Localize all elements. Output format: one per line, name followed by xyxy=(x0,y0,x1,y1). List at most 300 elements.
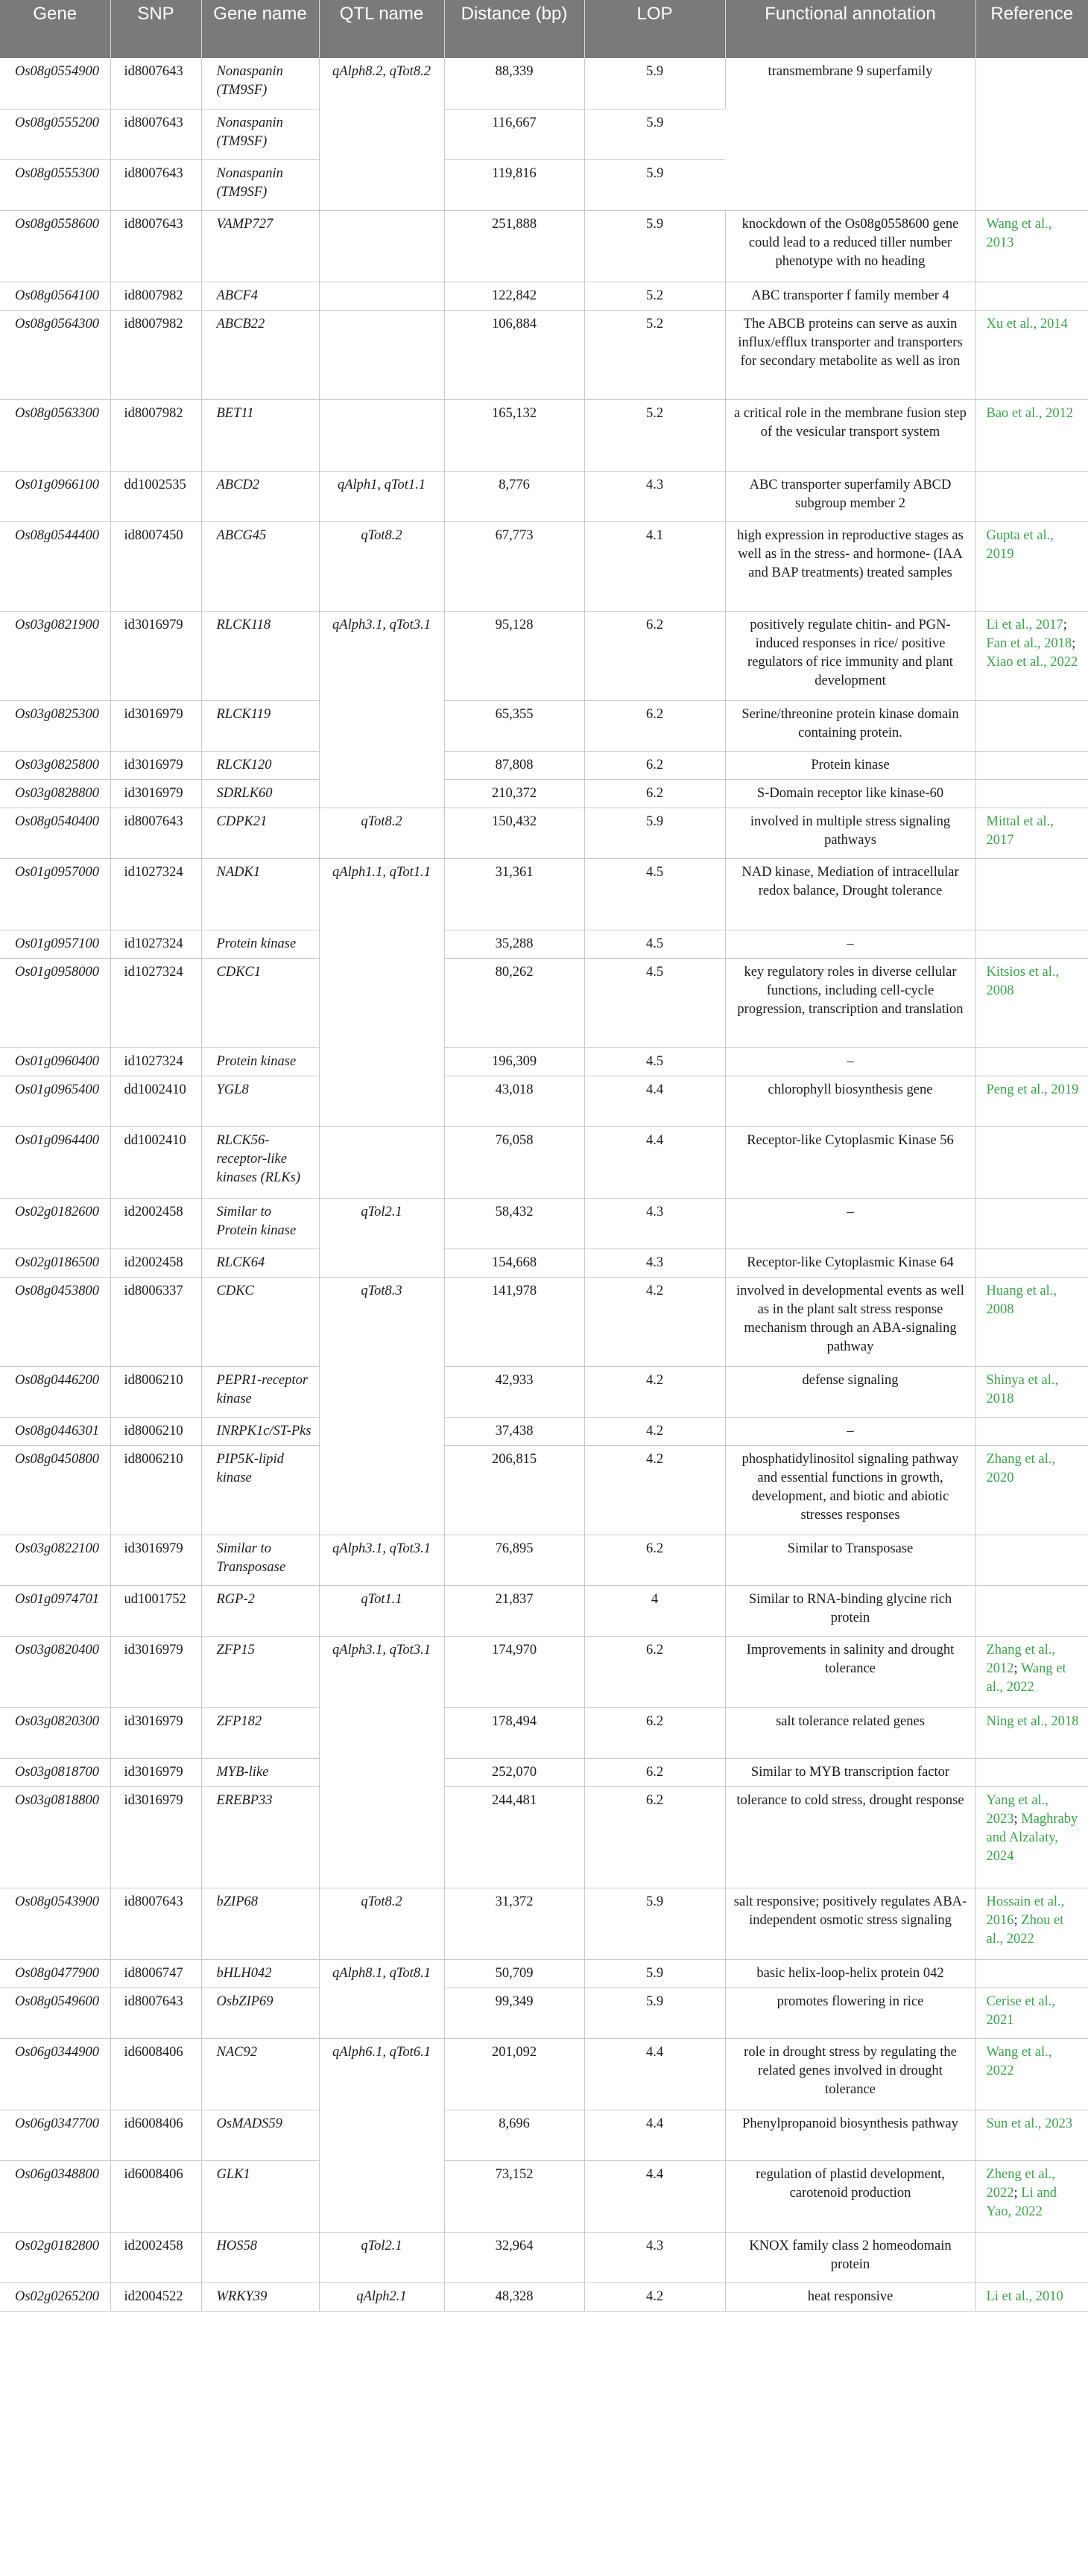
table-row xyxy=(0,930,1088,958)
lop-cell: 5.2 xyxy=(584,399,725,471)
functional-annotation-cell: Phenylpropanoid biosynthesis pathway xyxy=(725,2110,975,2160)
snp-cell: id8007643 xyxy=(110,808,201,858)
reference-cell xyxy=(975,58,1088,210)
reference-cell xyxy=(975,1959,1088,1987)
reference-cell xyxy=(975,1366,1088,1417)
qtl-name-cell: qAlph8.1, qTot8.1 xyxy=(319,1959,444,2038)
gene-id-cell: Os08g0554900 xyxy=(0,58,110,109)
table-row xyxy=(0,471,1088,521)
functional-annotation-cell: – xyxy=(725,930,975,958)
gene-name-cell: HOS58 xyxy=(201,2232,319,2282)
gene-name-cell: MYB-like xyxy=(201,1758,319,1786)
reference-cell xyxy=(975,282,1088,310)
snp-cell: id8007643 xyxy=(110,109,201,159)
gene-name-cell: CDPK21 xyxy=(201,808,319,858)
distance-cell: 119,816 xyxy=(444,159,584,210)
col-header-gene: Gene xyxy=(0,0,110,58)
col-header-snp: SNP xyxy=(110,0,201,58)
lop-cell: 4.4 xyxy=(584,2110,725,2160)
gene-name-cell: CDKC xyxy=(201,1277,319,1366)
functional-annotation-cell: a critical role in the membrane fusion step of the vesicular transport system xyxy=(725,399,975,471)
snp-cell: id8007643 xyxy=(110,1888,201,1959)
reference-cell xyxy=(975,1585,1088,1636)
reference-cell xyxy=(975,611,1088,700)
snp-cell: dd1002535 xyxy=(110,471,201,521)
gene-name-cell: bHLH042 xyxy=(201,1959,319,1987)
functional-annotation-cell: defense signaling xyxy=(725,1366,975,1417)
snp-cell: id8007982 xyxy=(110,399,201,471)
functional-annotation-cell: Similar to RNA-binding glycine rich protein xyxy=(725,1585,975,1636)
reference-link[interactable]: Huang et al., 2008 xyxy=(986,1283,1057,1317)
snp-cell: id3016979 xyxy=(110,1707,201,1758)
snp-cell: id1027324 xyxy=(110,858,201,930)
distance-cell: 42,933 xyxy=(444,1366,584,1417)
distance-cell: 174,970 xyxy=(444,1636,584,1707)
reference-link[interactable]: Wang et al., 2022 xyxy=(986,1660,1066,1695)
reference-cell xyxy=(975,2160,1088,2232)
gene-id-cell: Os01g0966100 xyxy=(0,471,110,521)
table-row xyxy=(0,2232,1088,2282)
lop-cell: 6.2 xyxy=(584,1535,725,1585)
functional-annotation-cell: phosphatidylinositol signaling pathway and essential functions in growth, development, and biotic and abiotic stresses responses xyxy=(725,1445,975,1535)
reference-separator: ; xyxy=(1013,1660,1021,1676)
functional-annotation-cell: basic helix-loop-helix protein 042 xyxy=(725,1959,975,1987)
functional-annotation-cell: salt tolerance related genes xyxy=(725,1707,975,1758)
distance-cell: 21,837 xyxy=(444,1585,584,1636)
snp-cell: id8006337 xyxy=(110,1277,201,1366)
functional-annotation-cell: Similar to MYB transcription factor xyxy=(725,1758,975,1786)
functional-annotation-cell: Improvements in salinity and drought tolerance xyxy=(725,1636,975,1707)
lop-cell: 5.9 xyxy=(584,58,725,109)
lop-cell: 4.5 xyxy=(584,858,725,930)
table-row xyxy=(0,1198,1088,1249)
snp-cell: id8006210 xyxy=(110,1366,201,1417)
snp-cell: dd1002410 xyxy=(110,1126,201,1198)
reference-link[interactable]: Ning et al., 2018 xyxy=(986,1713,1079,1729)
distance-cell: 8,776 xyxy=(444,471,584,521)
distance-cell: 48,328 xyxy=(444,2282,584,2311)
reference-cell xyxy=(975,2282,1088,2311)
distance-cell: 165,132 xyxy=(444,399,584,471)
snp-cell: id8007982 xyxy=(110,310,201,399)
snp-cell: id1027324 xyxy=(110,1047,201,1076)
gene-id-cell: Os01g0958000 xyxy=(0,958,110,1047)
distance-cell: 76,058 xyxy=(444,1126,584,1198)
snp-cell: id8007643 xyxy=(110,210,201,282)
reference-cell xyxy=(975,2232,1088,2282)
lop-cell: 4.3 xyxy=(584,1198,725,1249)
snp-cell: id3016979 xyxy=(110,1758,201,1786)
gene-name-cell: OsMADS59 xyxy=(201,2110,319,2160)
table-row xyxy=(0,1445,1088,1535)
col-header-distance: Distance (bp) xyxy=(444,0,584,58)
gene-id-cell: Os03g0821900 xyxy=(0,611,110,700)
gene-name-cell: ZFP182 xyxy=(201,1707,319,1758)
header-row xyxy=(0,0,1088,58)
table-row xyxy=(0,521,1088,611)
distance-cell: 99,349 xyxy=(444,1987,584,2038)
gene-name-cell: NAC92 xyxy=(201,2038,319,2110)
distance-cell: 122,842 xyxy=(444,282,584,310)
qtl-name-cell: qTol2.1 xyxy=(319,2232,444,2282)
reference-link[interactable]: Yang et al., 2023 xyxy=(986,1792,1049,1827)
distance-cell: 65,355 xyxy=(444,700,584,751)
reference-link[interactable]: Hossain et al., 2016 xyxy=(986,1894,1065,1928)
reference-cell xyxy=(975,1076,1088,1126)
lop-cell: 6.2 xyxy=(584,1758,725,1786)
qtl-name-cell: qAlph1.1, qTot1.1 xyxy=(319,858,444,1126)
reference-link[interactable]: Maghraby and Alzalaty, 2024 xyxy=(986,1811,1078,1864)
qtl-name-cell: qTot8.2 xyxy=(319,521,444,611)
qtl-name-cell xyxy=(319,1126,444,1198)
gene-id-cell: Os08g0555300 xyxy=(0,159,110,210)
gene-id-cell: Os02g0265200 xyxy=(0,2282,110,2311)
gene-name-cell: GLK1 xyxy=(201,2160,319,2232)
reference-cell xyxy=(975,930,1088,958)
reference-link[interactable]: Kitsios et al., 2008 xyxy=(986,964,1060,998)
reference-cell xyxy=(975,521,1088,611)
gene-name-cell: Nonaspanin (TM9SF) xyxy=(201,58,319,109)
lop-cell: 4.2 xyxy=(584,1366,725,1417)
functional-annotation-cell: Receptor-like Cytoplasmic Kinase 56 xyxy=(725,1126,975,1198)
functional-annotation-cell: high expression in reproductive stages as well as in the stress- and hormone- (IAA and BAP treatments) treated samples xyxy=(725,521,975,611)
gene-id-cell: Os03g0820400 xyxy=(0,1636,110,1707)
lop-cell: 4.3 xyxy=(584,1249,725,1277)
lop-cell: 6.2 xyxy=(584,1786,725,1888)
gene-name-cell: PEPR1-receptor kinase xyxy=(201,1366,319,1417)
gene-name-cell: WRKY39 xyxy=(201,2282,319,2311)
qtl-name-cell: qTot1.1 xyxy=(319,1585,444,1636)
distance-cell: 252,070 xyxy=(444,1758,584,1786)
reference-link[interactable]: Fan et al., 2018 xyxy=(986,635,1072,651)
lop-cell: 5.9 xyxy=(584,1888,725,1959)
reference-cell xyxy=(975,1535,1088,1585)
reference-cell xyxy=(975,210,1088,282)
qtl-name-cell: qAlph6.1, qTot6.1 xyxy=(319,2038,444,2232)
gene-name-cell: RLCK120 xyxy=(201,751,319,779)
gene-id-cell: Os03g0822100 xyxy=(0,1535,110,1585)
reference-cell xyxy=(975,1277,1088,1366)
reference-link[interactable]: Mittal et al., 2017 xyxy=(986,813,1054,848)
snp-cell: ud1001752 xyxy=(110,1585,201,1636)
table-row xyxy=(0,1585,1088,1636)
reference-separator: ; xyxy=(1013,2185,1022,2201)
reference-cell xyxy=(975,1417,1088,1445)
functional-annotation-cell: involved in developmental events as well as in the plant salt stress response mechanism through an ABA-signaling pathway xyxy=(725,1277,975,1366)
gene-id-cell: Os02g0182600 xyxy=(0,1198,110,1249)
qtl-name-cell: qAlph3.1, qTot3.1 xyxy=(319,1535,444,1585)
gene-name-cell: Similar to Protein kinase xyxy=(201,1198,319,1249)
reference-link[interactable]: Li and Yao, 2022 xyxy=(986,2185,1057,2219)
reference-cell xyxy=(975,1636,1088,1707)
table-row xyxy=(0,1047,1088,1076)
functional-annotation-cell: ABC transporter f family member 4 xyxy=(725,282,975,310)
functional-annotation-cell: promotes flowering in rice xyxy=(725,1987,975,2038)
gene-id-cell: Os01g0957000 xyxy=(0,858,110,930)
gene-id-cell: Os08g0558600 xyxy=(0,210,110,282)
gene-id-cell: Os01g0960400 xyxy=(0,1047,110,1076)
qtl-name-cell: qAlph1, qTot1.1 xyxy=(319,471,444,521)
lop-cell: 6.2 xyxy=(584,700,725,751)
reference-link[interactable]: Zheng et al., 2022 xyxy=(986,2166,1055,2201)
reference-link[interactable]: Wang et al., 2013 xyxy=(986,216,1052,250)
lop-cell: 5.9 xyxy=(584,1959,725,1987)
distance-cell: 76,895 xyxy=(444,1535,584,1585)
distance-cell: 80,262 xyxy=(444,958,584,1047)
reference-cell xyxy=(975,808,1088,858)
reference-link[interactable]: Li et al., 2010 xyxy=(986,2288,1063,2304)
snp-cell: id3016979 xyxy=(110,751,201,779)
snp-cell: id1027324 xyxy=(110,930,201,958)
snp-cell: id3016979 xyxy=(110,1636,201,1707)
table-body xyxy=(0,58,1088,2311)
reference-cell xyxy=(975,1758,1088,1786)
distance-cell: 37,438 xyxy=(444,1417,584,1445)
lop-cell: 4.4 xyxy=(584,1076,725,1126)
lop-cell: 4.3 xyxy=(584,471,725,521)
reference-cell xyxy=(975,1198,1088,1249)
col-header-reference: Reference xyxy=(975,0,1088,58)
gene-id-cell: Os06g0344900 xyxy=(0,2038,110,2110)
snp-cell: id8007450 xyxy=(110,521,201,611)
lop-cell: 5.9 xyxy=(584,210,725,282)
gene-name-cell: Protein kinase xyxy=(201,1047,319,1076)
snp-cell: id8007982 xyxy=(110,282,201,310)
distance-cell: 73,152 xyxy=(444,2160,584,2232)
reference-link[interactable]: Peng et al., 2019 xyxy=(986,1082,1079,1097)
gene-name-cell: INRPK1c/ST-Pks xyxy=(201,1417,319,1445)
snp-cell: id8006747 xyxy=(110,1959,201,1987)
reference-cell xyxy=(975,858,1088,930)
distance-cell: 67,773 xyxy=(444,521,584,611)
reference-link[interactable]: Xiao et al., 2022 xyxy=(986,654,1078,670)
gene-name-cell: VAMP727 xyxy=(201,210,319,282)
table-row xyxy=(0,2110,1088,2160)
qtl-name-cell xyxy=(319,399,444,471)
lop-cell: 5.2 xyxy=(584,310,725,399)
snp-cell: id6008406 xyxy=(110,2038,201,2110)
reference-link[interactable]: Zhang et al., 2020 xyxy=(986,1451,1055,1485)
gene-id-cell: Os02g0186500 xyxy=(0,1249,110,1277)
gene-id-cell: Os08g0450800 xyxy=(0,1445,110,1535)
gene-name-cell: EREBP33 xyxy=(201,1786,319,1888)
reference-link[interactable]: Shinya et al., 2018 xyxy=(986,1372,1059,1406)
distance-cell: 43,018 xyxy=(444,1076,584,1126)
reference-cell xyxy=(975,1126,1088,1198)
gene-id-cell: Os01g0974701 xyxy=(0,1585,110,1636)
table-row xyxy=(0,1888,1088,1959)
table-row xyxy=(0,282,1088,310)
table-row xyxy=(0,858,1088,930)
gene-id-cell: Os08g0549600 xyxy=(0,1987,110,2038)
gene-name-cell: bZIP68 xyxy=(201,1888,319,1959)
distance-cell: 206,815 xyxy=(444,1445,584,1535)
distance-cell: 201,092 xyxy=(444,2038,584,2110)
snp-cell: id6008406 xyxy=(110,2110,201,2160)
reference-cell xyxy=(975,1987,1088,2038)
table-row xyxy=(0,1277,1088,1366)
functional-annotation-cell: heat responsive xyxy=(725,2282,975,2311)
reference-link[interactable]: Wang et al., 2022 xyxy=(986,2044,1052,2078)
table-row xyxy=(0,751,1088,779)
snp-cell: id2004522 xyxy=(110,2282,201,2311)
functional-annotation-cell: salt responsive; positively regulates ABA-independent osmotic stress signaling xyxy=(725,1888,975,1959)
lop-cell: 4.4 xyxy=(584,2160,725,2232)
distance-cell: 8,696 xyxy=(444,2110,584,2160)
functional-annotation-cell: – xyxy=(725,1417,975,1445)
snp-cell: id2002458 xyxy=(110,1249,201,1277)
gene-id-cell: Os08g0446301 xyxy=(0,1417,110,1445)
gene-name-cell: OsbZIP69 xyxy=(201,1987,319,2038)
functional-annotation-cell: Protein kinase xyxy=(725,751,975,779)
functional-annotation-cell: key regulatory roles in diverse cellular functions, including cell-cycle progression, transcription and translation xyxy=(725,958,975,1047)
table-row xyxy=(0,1636,1088,1707)
table-row xyxy=(0,1959,1088,1987)
lop-cell: 6.2 xyxy=(584,751,725,779)
reference-link[interactable]: Cerise et al., 2021 xyxy=(986,1993,1055,2028)
reference-separator: ; xyxy=(1013,1811,1022,1827)
gene-name-cell: ABCD2 xyxy=(201,471,319,521)
reference-link[interactable]: Zhou et al., 2022 xyxy=(986,1912,1064,1947)
reference-link[interactable]: Bao et al., 2012 xyxy=(986,405,1074,421)
gene-id-cell: Os06g0348800 xyxy=(0,2160,110,2232)
gene-name-cell: ABCG45 xyxy=(201,521,319,611)
snp-cell: id3016979 xyxy=(110,1535,201,1585)
gene-name-cell: ABCF4 xyxy=(201,282,319,310)
snp-cell: id3016979 xyxy=(110,700,201,751)
gene-name-cell: SDRLK60 xyxy=(201,779,319,808)
table-row xyxy=(0,700,1088,751)
lop-cell: 4.3 xyxy=(584,2232,725,2282)
lop-cell: 6.2 xyxy=(584,779,725,808)
distance-cell: 251,888 xyxy=(444,210,584,282)
functional-annotation-cell: Receptor-like Cytoplasmic Kinase 64 xyxy=(725,1249,975,1277)
table-row xyxy=(0,1707,1088,1758)
reference-cell xyxy=(975,2038,1088,2110)
table-row xyxy=(0,1535,1088,1585)
reference-cell xyxy=(975,700,1088,751)
table-row xyxy=(0,1126,1088,1198)
functional-annotation-cell: regulation of plastid development, carotenoid production xyxy=(725,2160,975,2232)
distance-cell: 154,668 xyxy=(444,1249,584,1277)
lop-cell: 4.2 xyxy=(584,1417,725,1445)
reference-link[interactable]: Xu et al., 2014 xyxy=(986,316,1068,331)
qtl-name-cell: qTot8.2 xyxy=(319,1888,444,1959)
lop-cell: 4.5 xyxy=(584,930,725,958)
qtl-name-cell: qAlph3.1, qTot3.1 xyxy=(319,1636,444,1888)
lop-cell: 5.9 xyxy=(584,109,725,159)
functional-annotation-cell: Serine/threonine protein kinase domain containing protein. xyxy=(725,700,975,751)
col-header-qtl-name: QTL name xyxy=(319,0,444,58)
gene-name-cell: RLCK56-receptor-like kinases (RLKs) xyxy=(201,1126,319,1198)
lop-cell: 4.2 xyxy=(584,1277,725,1366)
reference-separator: ; xyxy=(1013,1912,1022,1928)
gene-id-cell: Os08g0540400 xyxy=(0,808,110,858)
gene-name-cell: Nonaspanin (TM9SF) xyxy=(201,159,319,210)
gene-name-cell: RGP-2 xyxy=(201,1585,319,1636)
lop-cell: 4.5 xyxy=(584,1047,725,1076)
distance-cell: 31,361 xyxy=(444,858,584,930)
gene-id-cell: Os01g0964400 xyxy=(0,1126,110,1198)
table-row xyxy=(0,210,1088,282)
table-row xyxy=(0,1366,1088,1417)
lop-cell: 4.1 xyxy=(584,521,725,611)
table-row xyxy=(0,779,1088,808)
snp-cell: id6008406 xyxy=(110,2160,201,2232)
qtl-name-cell xyxy=(319,282,444,310)
gene-name-cell: Protein kinase xyxy=(201,930,319,958)
reference-link[interactable]: Sun et al., 2023 xyxy=(986,2116,1073,2131)
qtl-name-cell: qAlph3.1, qTot3.1 xyxy=(319,611,444,808)
snp-cell: id3016979 xyxy=(110,611,201,700)
gene-name-cell: RLCK118 xyxy=(201,611,319,700)
lop-cell: 4.5 xyxy=(584,958,725,1047)
gene-name-cell: PIP5K-lipid kinase xyxy=(201,1445,319,1535)
table-row xyxy=(0,808,1088,858)
gene-id-cell: Os03g0828800 xyxy=(0,779,110,808)
gene-name-cell: YGL8 xyxy=(201,1076,319,1126)
reference-link[interactable]: Zhang et al., 2012 xyxy=(986,1642,1055,1676)
lop-cell: 5.9 xyxy=(584,1987,725,2038)
table-row xyxy=(0,310,1088,399)
distance-cell: 50,709 xyxy=(444,1959,584,1987)
distance-cell: 95,128 xyxy=(444,611,584,700)
col-header-functional-annotation: Functional annotation xyxy=(725,0,975,58)
distance-cell: 178,494 xyxy=(444,1707,584,1758)
qtl-name-cell: qTol2.1 xyxy=(319,1198,444,1277)
lop-cell: 4 xyxy=(584,1585,725,1636)
reference-cell xyxy=(975,1707,1088,1758)
table-row xyxy=(0,1987,1088,2038)
gene-id-cell: Os08g0453800 xyxy=(0,1277,110,1366)
table-row xyxy=(0,58,1088,109)
gene-id-cell: Os06g0347700 xyxy=(0,2110,110,2160)
functional-annotation-cell: knockdown of the Os08g0558600 gene could lead to a reduced tiller number phenotype with no heading xyxy=(725,210,975,282)
reference-separator: ; xyxy=(1063,617,1067,632)
functional-annotation-cell: involved in multiple stress signaling pathways xyxy=(725,808,975,858)
gene-id-cell: Os08g0555200 xyxy=(0,109,110,159)
functional-annotation-cell: tolerance to cold stress, drought response xyxy=(725,1786,975,1888)
reference-cell xyxy=(975,1047,1088,1076)
gene-name-cell: NADK1 xyxy=(201,858,319,930)
reference-cell xyxy=(975,779,1088,808)
reference-link[interactable]: Li et al., 2017 xyxy=(986,617,1063,632)
gene-id-cell: Os08g0543900 xyxy=(0,1888,110,1959)
distance-cell: 31,372 xyxy=(444,1888,584,1959)
gene-id-cell: Os03g0825300 xyxy=(0,700,110,751)
distance-cell: 196,309 xyxy=(444,1047,584,1076)
table-row xyxy=(0,2038,1088,2110)
gene-name-cell: Similar to Transposase xyxy=(201,1535,319,1585)
reference-link[interactable]: Gupta et al., 2019 xyxy=(986,527,1054,562)
gene-id-cell: Os03g0818700 xyxy=(0,1758,110,1786)
table-row xyxy=(0,1076,1088,1126)
reference-cell xyxy=(975,1888,1088,1959)
col-header-lop: LOP xyxy=(584,0,725,58)
lop-cell: 4.2 xyxy=(584,1445,725,1535)
snp-cell: dd1002410 xyxy=(110,1076,201,1126)
lop-cell: 5.9 xyxy=(584,159,725,210)
distance-cell: 58,432 xyxy=(444,1198,584,1249)
distance-cell: 244,481 xyxy=(444,1786,584,1888)
snp-cell: id1027324 xyxy=(110,958,201,1047)
gene-name-cell: RLCK119 xyxy=(201,700,319,751)
table-row xyxy=(0,1249,1088,1277)
lop-cell: 5.2 xyxy=(584,282,725,310)
gene-id-cell: Os08g0564100 xyxy=(0,282,110,310)
qtl-name-cell xyxy=(319,310,444,399)
snp-cell: id2002458 xyxy=(110,2232,201,2282)
